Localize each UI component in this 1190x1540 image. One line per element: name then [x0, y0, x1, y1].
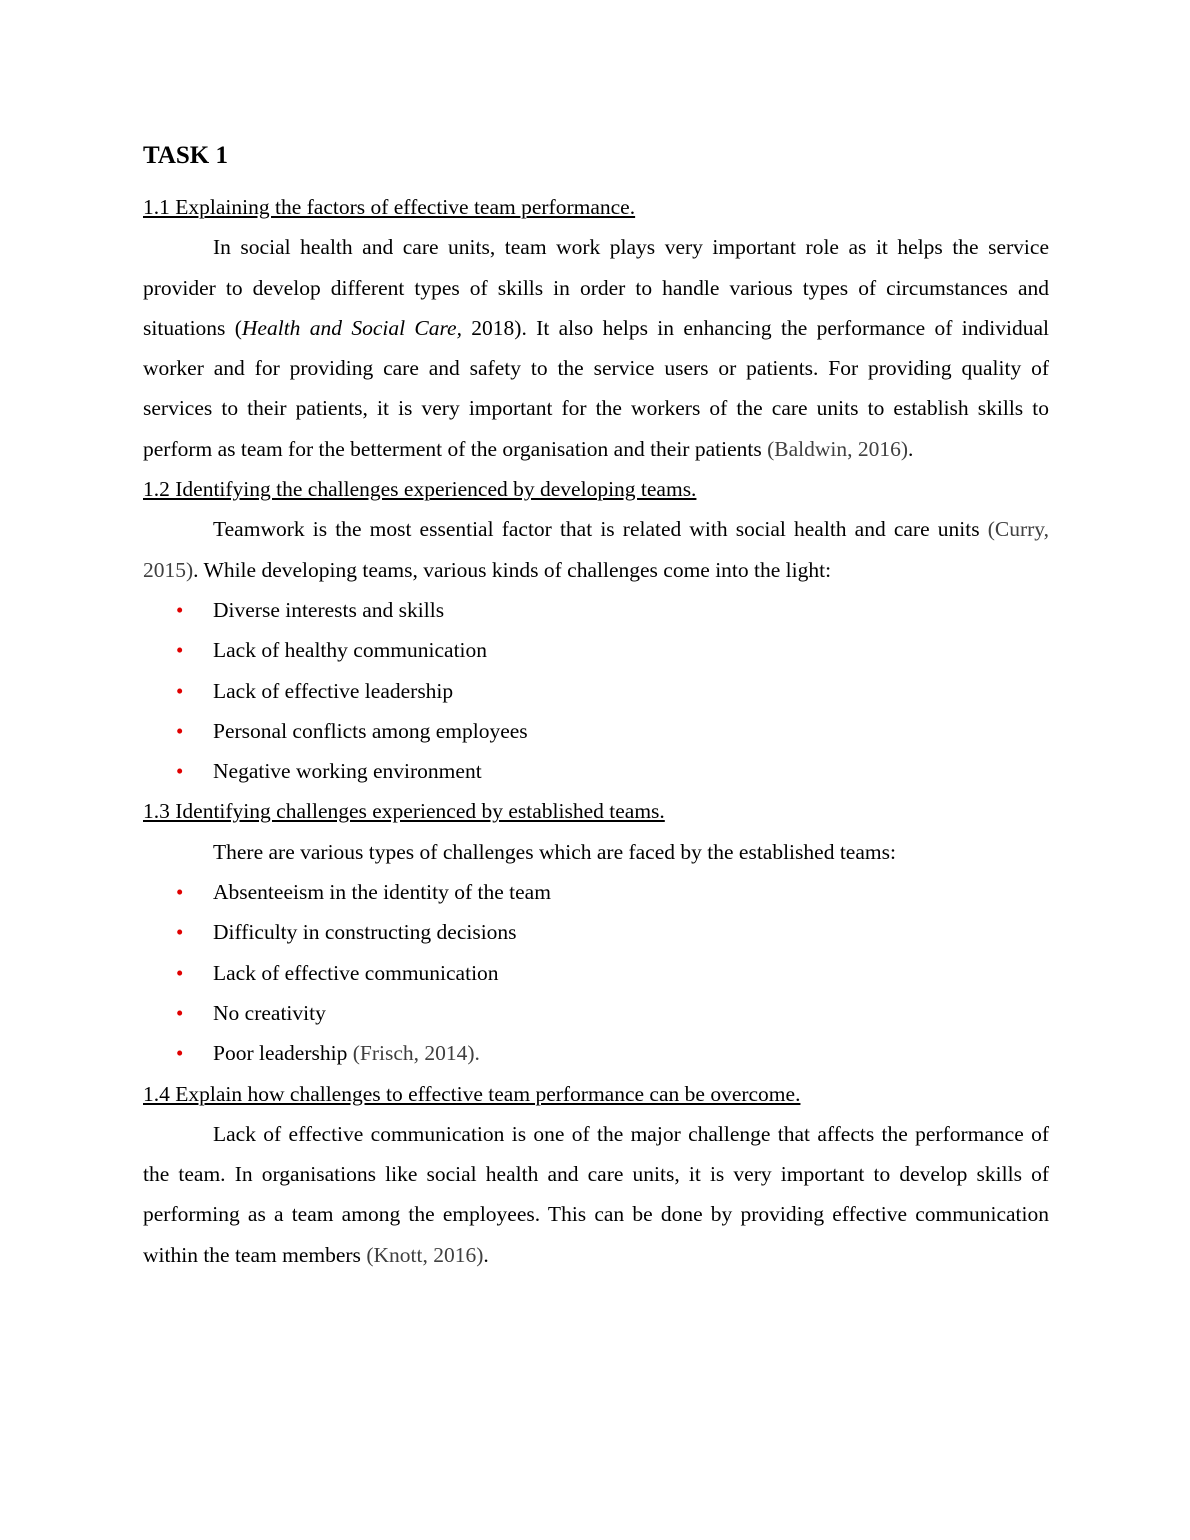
- italic-citation-source: Health and Social Care,: [241, 315, 462, 340]
- bullet-icon: •: [176, 920, 184, 945]
- list-item: [143, 872, 1049, 912]
- list-item: [143, 1033, 1049, 1073]
- section-paragraph-1-1: [143, 227, 1049, 469]
- list-item-text: Difficulty in constructing decisions: [213, 920, 517, 945]
- list-item: [143, 751, 1049, 791]
- section-heading-1-2: 1.2 Identifying the challenges experienced by developing teams.: [143, 477, 697, 502]
- text-run: In social health and care units, team work plays very important role as it helps the service provider to develop different types of skills in order to handle various types of circumstances and situations (: [143, 235, 1049, 340]
- citation: (Curry, 2015): [143, 517, 1049, 582]
- text-run: Teamwork is the most essential factor that is related with social health and care units: [213, 517, 988, 542]
- section-paragraph-1-4: [143, 1114, 1049, 1275]
- list-item: [143, 630, 1049, 670]
- list-item-text: Personal conflicts among employees: [213, 718, 528, 743]
- list-item: [143, 993, 1049, 1033]
- list-item: [143, 953, 1049, 993]
- list-item-text: No creativity: [213, 1000, 326, 1025]
- task-title: TASK 1: [143, 142, 228, 169]
- citation: (Baldwin, 2016): [767, 436, 909, 461]
- list-item: [143, 711, 1049, 751]
- section-heading-1-3: 1.3 Identifying challenges experienced by established teams.: [143, 799, 665, 824]
- list-item-text: Diverse interests and skills: [213, 597, 445, 622]
- list-item-text: Lack of effective communication: [213, 960, 499, 985]
- text-run: Lack of effective communication is one of the major challenge that affects the performance of the team. In organisations like social health and care units, it is very important to develop skills of performing as a team among the employees. This can be done by providing effective communication within the team members: [143, 1121, 1049, 1267]
- bullet-icon: •: [176, 1000, 184, 1025]
- text-run: 2018). It also helps in enhancing the performance of individual worker and for providing care and safety to the service users or patients. For providing quality of services to their patients, it is very important for the workers of the care units to establish skills to perform as team for the betterment of the organisation and their patients: [143, 315, 1049, 461]
- list-item: [143, 590, 1049, 630]
- bullet-icon: •: [176, 759, 184, 784]
- section-heading-1-4: 1.4 Explain how challenges to effective team performance can be overcome.: [143, 1081, 801, 1106]
- text-run: .: [474, 1041, 480, 1066]
- bullet-list-developing-teams: [143, 590, 1049, 791]
- text-run: .: [908, 436, 914, 461]
- citation: (Frisch, 2014): [352, 1041, 475, 1066]
- list-item-text: Lack of healthy communication: [213, 638, 488, 663]
- bullet-list-established-teams: [143, 872, 1049, 1073]
- bullet-icon: •: [176, 678, 184, 703]
- bullet-icon: •: [176, 718, 184, 743]
- list-item-text: Absenteeism in the identity of the team: [213, 880, 551, 905]
- list-item: [143, 912, 1049, 952]
- section-paragraph-1-2: [143, 509, 1049, 590]
- section-heading-1-1: 1.1 Explaining the factors of effective team performance.: [143, 195, 636, 219]
- document-body: [143, 138, 1049, 1275]
- bullet-icon: •: [176, 638, 184, 663]
- section-paragraph-1-3: There are various types of challenges which are faced by the established teams:: [213, 839, 896, 864]
- bullet-icon: •: [176, 597, 184, 622]
- bullet-icon: •: [176, 1041, 184, 1066]
- bullet-icon: •: [176, 960, 184, 985]
- list-item: [143, 671, 1049, 711]
- text-run: . While developing teams, various kinds of challenges come into the light:: [193, 557, 832, 582]
- citation: (Knott, 2016): [366, 1242, 484, 1267]
- list-item-text: Poor leadership: [213, 1041, 353, 1066]
- list-item-text: Lack of effective leadership: [213, 678, 454, 703]
- text-run: .: [483, 1242, 489, 1267]
- list-item-text: Negative working environment: [213, 759, 482, 784]
- bullet-icon: •: [176, 880, 184, 905]
